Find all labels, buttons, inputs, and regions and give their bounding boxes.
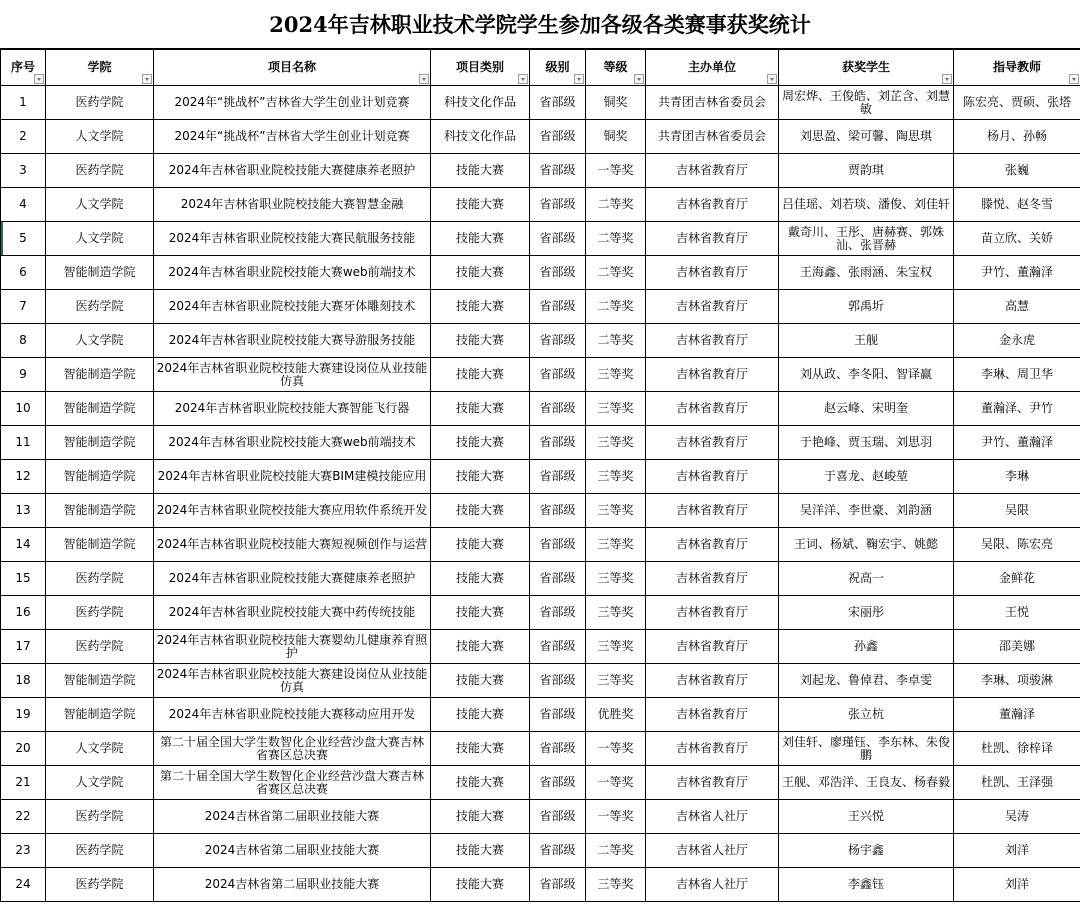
cell-students[interactable]: 吴洋洋、李世豪、刘韵涵 [779,494,954,528]
cell-type[interactable]: 技能大赛 [431,324,530,358]
cell-name[interactable]: 2024年吉林省职业院校技能大赛移动应用开发 [154,698,431,732]
cell-no[interactable]: 12 [1,460,46,494]
cell-grade[interactable]: 二等奖 [586,188,646,222]
filter-dropdown-icon[interactable] [574,74,584,84]
cell-host[interactable]: 吉林省教育厅 [646,188,779,222]
filter-dropdown-icon[interactable] [34,74,44,84]
cell-grade[interactable]: 优胜奖 [586,698,646,732]
header-name-label: 项目名称 [267,60,316,74]
cell-name[interactable]: 2024年吉林省职业院校技能大赛web前端技术 [154,426,431,460]
cell-students[interactable]: 张立杭 [779,698,954,732]
cell-level[interactable]: 省部级 [530,290,586,324]
header-row [1,50,1080,86]
filter-dropdown-icon[interactable] [942,74,952,84]
cell-name[interactable]: 2024吉林省第二届职业技能大赛 [154,868,431,902]
cell-college[interactable]: 智能制造学院 [46,528,154,562]
table-row [1,732,1080,766]
cell-name[interactable]: 2024年吉林省职业院校技能大赛BIM建模技能应用 [154,460,431,494]
header-type[interactable] [431,50,530,86]
cell-teachers[interactable]: 尹竹、董瀚泽 [954,426,1080,460]
cell-grade[interactable]: 三等奖 [586,358,646,392]
cell-type[interactable]: 技能大赛 [431,698,530,732]
header-teachers-label: 指导教师 [992,60,1041,74]
cell-no[interactable]: 15 [1,562,46,596]
cell-level[interactable]: 省部级 [530,324,586,358]
header-name[interactable] [154,50,431,86]
cell-students[interactable]: 王海鑫、张雨涵、朱宝权 [779,256,954,290]
cell-level[interactable]: 省部级 [530,834,586,868]
cell-college[interactable]: 医药学院 [46,868,154,902]
cell-no[interactable]: 21 [1,766,46,800]
cell-host[interactable]: 吉林省教育厅 [646,256,779,290]
cell-students[interactable]: 戴奇川、王彤、唐赫赛、郭姝汕、张晋赫 [779,222,954,256]
cell-host[interactable]: 吉林省教育厅 [646,664,779,698]
cell-host[interactable]: 吉林省教育厅 [646,766,779,800]
header-level-label: 级别 [545,60,570,74]
cell-host[interactable]: 吉林省教育厅 [646,630,779,664]
header-students-label: 获奖学生 [841,60,890,74]
cell-level[interactable]: 省部级 [530,188,586,222]
cell-type[interactable]: 技能大赛 [431,460,530,494]
cell-type[interactable]: 技能大赛 [431,834,530,868]
cell-no[interactable]: 6 [1,256,46,290]
cell-grade[interactable]: 一等奖 [586,154,646,188]
table-row [1,290,1080,324]
table-row [1,766,1080,800]
cell-host[interactable]: 吉林省教育厅 [646,494,779,528]
cell-grade[interactable]: 三等奖 [586,494,646,528]
cell-teachers[interactable]: 董瀚泽 [954,698,1080,732]
cell-no[interactable]: 24 [1,868,46,902]
cell-college[interactable]: 医药学院 [46,290,154,324]
cell-host[interactable]: 吉林省教育厅 [646,426,779,460]
cell-students[interactable]: 刘佳轩、廖瑾钰、李东林、朱俊鹏 [779,732,954,766]
cell-name[interactable]: 2024年“挑战杯”吉林省大学生创业计划竞赛 [154,86,431,120]
cell-host[interactable]: 吉林省教育厅 [646,732,779,766]
cell-students[interactable]: 孙鑫 [779,630,954,664]
filter-dropdown-icon[interactable] [634,74,644,84]
cell-grade[interactable]: 三等奖 [586,460,646,494]
cell-name[interactable]: 2024年吉林省职业院校技能大赛民航服务技能 [154,222,431,256]
cell-grade[interactable]: 一等奖 [586,732,646,766]
cell-students[interactable]: 贾韵琪 [779,154,954,188]
cell-college[interactable]: 医药学院 [46,630,154,664]
cell-name[interactable]: 2024年“挑战杯”吉林省大学生创业计划竞赛 [154,120,431,154]
cell-no[interactable]: 19 [1,698,46,732]
cell-grade[interactable]: 三等奖 [586,426,646,460]
cell-students[interactable]: 刘起龙、鲁倬君、李卓雯 [779,664,954,698]
cell-level[interactable]: 省部级 [530,392,586,426]
table-row [1,358,1080,392]
table-row [1,868,1080,902]
cell-teachers[interactable]: 王悦 [954,596,1080,630]
table-row [1,596,1080,630]
header-grade-label: 等级 [603,60,628,74]
cell-college[interactable]: 智能制造学院 [46,426,154,460]
cell-college[interactable]: 医药学院 [46,834,154,868]
cell-no[interactable]: 13 [1,494,46,528]
cell-name[interactable]: 2024年吉林省职业院校技能大赛短视频创作与运营 [154,528,431,562]
cell-teachers[interactable]: 金鲜花 [954,562,1080,596]
filter-dropdown-icon[interactable] [142,74,152,84]
cell-grade[interactable]: 三等奖 [586,562,646,596]
cell-host[interactable]: 吉林省教育厅 [646,324,779,358]
cell-name[interactable]: 2024年吉林省职业院校技能大赛婴幼儿健康养育照护 [154,630,431,664]
table-row [1,86,1080,120]
cell-teachers[interactable]: 陈宏亮、贾硕、张塔 [954,86,1080,120]
table-row [1,834,1080,868]
cell-college[interactable]: 智能制造学院 [46,698,154,732]
table-row [1,324,1080,358]
cell-level[interactable]: 省部级 [530,256,586,290]
cell-college[interactable]: 医药学院 [46,154,154,188]
cell-grade[interactable]: 二等奖 [586,324,646,358]
cell-host[interactable]: 吉林省教育厅 [646,154,779,188]
cell-students[interactable]: 李鑫钰 [779,868,954,902]
cell-students[interactable]: 郭禹圻 [779,290,954,324]
cell-college[interactable]: 人文学院 [46,188,154,222]
cell-host[interactable]: 吉林省教育厅 [646,222,779,256]
cell-type[interactable]: 技能大赛 [431,188,530,222]
cell-type[interactable]: 技能大赛 [431,630,530,664]
header-no[interactable] [1,50,46,86]
table-row [1,188,1080,222]
cell-level[interactable]: 省部级 [530,528,586,562]
cell-teachers[interactable]: 吴限、陈宏亮 [954,528,1080,562]
cell-college[interactable]: 智能制造学院 [46,460,154,494]
cell-name[interactable]: 2024年吉林省职业院校技能大赛健康养老照护 [154,154,431,188]
cell-no[interactable]: 11 [1,426,46,460]
cell-level[interactable]: 省部级 [530,698,586,732]
cell-name[interactable]: 第二十届全国大学生数智化企业经营沙盘大赛吉林省赛区总决赛 [154,732,431,766]
header-host-label: 主办单位 [687,60,736,74]
table-row [1,426,1080,460]
cell-students[interactable]: 王舰 [779,324,954,358]
cell-students[interactable]: 王兴悦 [779,800,954,834]
cell-name[interactable]: 2024年吉林省职业院校技能大赛智能飞行器 [154,392,431,426]
cell-no[interactable]: 22 [1,800,46,834]
cell-teachers[interactable]: 杜凯、王泽强 [954,766,1080,800]
cell-no[interactable]: 20 [1,732,46,766]
cell-teachers[interactable]: 杨月、孙畅 [954,120,1080,154]
cell-teachers[interactable]: 金永虎 [954,324,1080,358]
cell-grade[interactable]: 一等奖 [586,766,646,800]
cell-host[interactable]: 吉林省教育厅 [646,562,779,596]
cell-type[interactable]: 技能大赛 [431,732,530,766]
cell-grade[interactable]: 三等奖 [586,528,646,562]
cell-no[interactable]: 8 [1,324,46,358]
filter-dropdown-icon[interactable] [767,74,777,84]
cell-grade[interactable]: 二等奖 [586,834,646,868]
cell-type[interactable]: 技能大赛 [431,392,530,426]
cell-grade[interactable]: 三等奖 [586,868,646,902]
cell-level[interactable]: 省部级 [530,120,586,154]
table-row [1,698,1080,732]
cell-no[interactable]: 7 [1,290,46,324]
cell-students[interactable]: 刘从政、李冬阳、智译赢 [779,358,954,392]
cell-teachers[interactable]: 刘洋 [954,868,1080,902]
header-host[interactable] [646,50,779,86]
cell-type[interactable]: 技能大赛 [431,494,530,528]
cell-grade[interactable]: 三等奖 [586,392,646,426]
cell-host[interactable]: 共青团吉林省委员会 [646,120,779,154]
cell-college[interactable]: 人文学院 [46,732,154,766]
cell-no[interactable]: 9 [1,358,46,392]
header-level[interactable] [530,50,586,86]
cell-no[interactable]: 23 [1,834,46,868]
cell-teachers[interactable]: 张巍 [954,154,1080,188]
table-row [1,664,1080,698]
cell-host[interactable]: 吉林省人社厅 [646,800,779,834]
cell-host[interactable]: 吉林省教育厅 [646,358,779,392]
cell-teachers[interactable]: 高慧 [954,290,1080,324]
cell-teachers[interactable]: 李琳、周卫华 [954,358,1080,392]
cell-type[interactable]: 技能大赛 [431,664,530,698]
header-grade[interactable] [586,50,646,86]
header-college[interactable] [46,50,154,86]
cell-teachers[interactable]: 苗立欣、关娇 [954,222,1080,256]
cell-name[interactable]: 2024年吉林省职业院校技能大赛建设岗位从业技能仿真 [154,358,431,392]
cell-type[interactable]: 技能大赛 [431,528,530,562]
cell-grade[interactable]: 三等奖 [586,630,646,664]
cell-name[interactable]: 2024年吉林省职业院校技能大赛智慧金融 [154,188,431,222]
cell-level[interactable]: 省部级 [530,358,586,392]
cell-name[interactable]: 2024年吉林省职业院校技能大赛web前端技术 [154,256,431,290]
cell-students[interactable]: 周宏烨、王俊皓、刘芷含、刘慧敏 [779,86,954,120]
cell-no[interactable]: 17 [1,630,46,664]
cell-teachers[interactable]: 邵美娜 [954,630,1080,664]
cell-grade[interactable]: 三等奖 [586,596,646,630]
cell-teachers[interactable]: 吴涛 [954,800,1080,834]
header-college-label: 学院 [87,60,112,74]
cell-type[interactable]: 技能大赛 [431,426,530,460]
cell-no[interactable]: 5 [1,222,46,256]
cell-grade[interactable]: 一等奖 [586,800,646,834]
cell-no[interactable]: 14 [1,528,46,562]
cell-host[interactable]: 共青团吉林省委员会 [646,86,779,120]
filter-dropdown-icon[interactable] [518,74,528,84]
cell-grade[interactable]: 三等奖 [586,664,646,698]
cell-type[interactable]: 科技文化作品 [431,86,530,120]
cell-college[interactable]: 智能制造学院 [46,358,154,392]
cell-type[interactable]: 技能大赛 [431,154,530,188]
cell-teachers[interactable]: 杜凯、徐梓译 [954,732,1080,766]
table-body [1,86,1080,902]
cell-type[interactable]: 技能大赛 [431,868,530,902]
table-row [1,494,1080,528]
cell-no[interactable]: 10 [1,392,46,426]
cell-college[interactable]: 智能制造学院 [46,392,154,426]
cell-grade[interactable]: 二等奖 [586,256,646,290]
cell-teachers[interactable]: 刘洋 [954,834,1080,868]
header-type-label: 项目类别 [455,60,504,74]
cell-students[interactable]: 赵云峰、宋明奎 [779,392,954,426]
cell-college[interactable]: 人文学院 [46,120,154,154]
cell-name[interactable]: 2024年吉林省职业院校技能大赛健康养老照护 [154,562,431,596]
cell-level[interactable]: 省部级 [530,732,586,766]
cell-host[interactable]: 吉林省教育厅 [646,392,779,426]
cell-name[interactable]: 2024年吉林省职业院校技能大赛建设岗位从业技能仿真 [154,664,431,698]
cell-no[interactable]: 2 [1,120,46,154]
cell-name[interactable]: 2024吉林省第二届职业技能大赛 [154,834,431,868]
table-row [1,154,1080,188]
header-no-label: 序号 [10,60,35,74]
cell-name[interactable]: 2024吉林省第二届职业技能大赛 [154,800,431,834]
cell-level[interactable]: 省部级 [530,596,586,630]
cell-students[interactable]: 于艳峰、贾玉瑞、刘思羽 [779,426,954,460]
filter-dropdown-icon[interactable] [1069,74,1079,84]
cell-type[interactable]: 技能大赛 [431,800,530,834]
cell-no[interactable]: 1 [1,86,46,120]
cell-teachers[interactable]: 吴限 [954,494,1080,528]
cell-no[interactable]: 18 [1,664,46,698]
cell-students[interactable]: 宋丽彤 [779,596,954,630]
table-row [1,256,1080,290]
cell-host[interactable]: 吉林省人社厅 [646,868,779,902]
header-students[interactable] [779,50,954,86]
cell-level[interactable]: 省部级 [530,494,586,528]
cell-type[interactable]: 技能大赛 [431,358,530,392]
cell-type[interactable]: 技能大赛 [431,562,530,596]
sheet-title: 2024年吉林职业技术学院学生参加各级各类赛事获奖统计 [0,0,1080,49]
cell-grade[interactable]: 铜奖 [586,120,646,154]
table-row [1,392,1080,426]
cell-type[interactable]: 技能大赛 [431,766,530,800]
cell-college[interactable]: 人文学院 [46,766,154,800]
cell-host[interactable]: 吉林省教育厅 [646,460,779,494]
table-row [1,800,1080,834]
cell-college[interactable]: 医药学院 [46,800,154,834]
cell-level[interactable]: 省部级 [530,426,586,460]
cell-no[interactable]: 4 [1,188,46,222]
cell-name[interactable]: 2024年吉林省职业院校技能大赛牙体雕刻技术 [154,290,431,324]
cell-no[interactable]: 16 [1,596,46,630]
filter-dropdown-icon[interactable] [419,74,429,84]
cell-students[interactable]: 杨宇鑫 [779,834,954,868]
cell-teachers[interactable]: 董瀚泽、尹竹 [954,392,1080,426]
cell-college[interactable]: 医药学院 [46,86,154,120]
cell-grade[interactable]: 二等奖 [586,222,646,256]
cell-name[interactable]: 第二十届全国大学生数智化企业经营沙盘大赛吉林省赛区总决赛 [154,766,431,800]
cell-teachers[interactable]: 李琳 [954,460,1080,494]
cell-teachers[interactable]: 尹竹、董瀚泽 [954,256,1080,290]
cell-students[interactable]: 王舰、邓浩洋、王良友、杨春毅 [779,766,954,800]
cell-students[interactable]: 吕佳瑶、刘若琰、潘俊、刘佳轩 [779,188,954,222]
cell-host[interactable]: 吉林省教育厅 [646,290,779,324]
cell-level[interactable]: 省部级 [530,222,586,256]
cell-level[interactable]: 省部级 [530,766,586,800]
table-row [1,630,1080,664]
table-row [1,562,1080,596]
cell-students[interactable]: 祝高一 [779,562,954,596]
cell-level[interactable]: 省部级 [530,154,586,188]
cell-students[interactable]: 于喜龙、赵峻堃 [779,460,954,494]
cell-college[interactable]: 医药学院 [46,562,154,596]
cell-level[interactable]: 省部级 [530,630,586,664]
cell-college[interactable]: 人文学院 [46,222,154,256]
table-row [1,460,1080,494]
cell-level[interactable]: 省部级 [530,460,586,494]
cell-type[interactable]: 科技文化作品 [431,120,530,154]
cell-grade[interactable]: 二等奖 [586,290,646,324]
cell-level[interactable]: 省部级 [530,86,586,120]
table-row [1,222,1080,256]
awards-table [0,49,1080,902]
cell-no[interactable]: 3 [1,154,46,188]
cell-name[interactable]: 2024年吉林省职业院校技能大赛应用软件系统开发 [154,494,431,528]
cell-type[interactable]: 技能大赛 [431,290,530,324]
cell-college[interactable]: 医药学院 [46,596,154,630]
cell-type[interactable]: 技能大赛 [431,596,530,630]
cell-teachers[interactable]: 李琳、项骏淋 [954,664,1080,698]
cell-level[interactable]: 省部级 [530,562,586,596]
cell-college[interactable]: 智能制造学院 [46,494,154,528]
cell-name[interactable]: 2024年吉林省职业院校技能大赛中药传统技能 [154,596,431,630]
cell-level[interactable]: 省部级 [530,664,586,698]
cell-college[interactable]: 人文学院 [46,324,154,358]
cell-type[interactable]: 技能大赛 [431,256,530,290]
table-row [1,120,1080,154]
cell-college[interactable]: 智能制造学院 [46,256,154,290]
cell-grade[interactable]: 铜奖 [586,86,646,120]
cell-college[interactable]: 智能制造学院 [46,664,154,698]
cell-type[interactable]: 技能大赛 [431,222,530,256]
cell-students[interactable]: 王词、杨斌、鞠宏宇、姚懿 [779,528,954,562]
cell-name[interactable]: 2024年吉林省职业院校技能大赛导游服务技能 [154,324,431,358]
table-row [1,528,1080,562]
cell-teachers[interactable]: 滕悦、赵冬雪 [954,188,1080,222]
cell-level[interactable]: 省部级 [530,800,586,834]
cell-host[interactable]: 吉林省教育厅 [646,596,779,630]
cell-host[interactable]: 吉林省教育厅 [646,528,779,562]
cell-host[interactable]: 吉林省教育厅 [646,698,779,732]
cell-host[interactable]: 吉林省人社厅 [646,834,779,868]
cell-students[interactable]: 刘思盈、梁可馨、陶思琪 [779,120,954,154]
header-teachers[interactable] [954,50,1080,86]
cell-level[interactable]: 省部级 [530,868,586,902]
